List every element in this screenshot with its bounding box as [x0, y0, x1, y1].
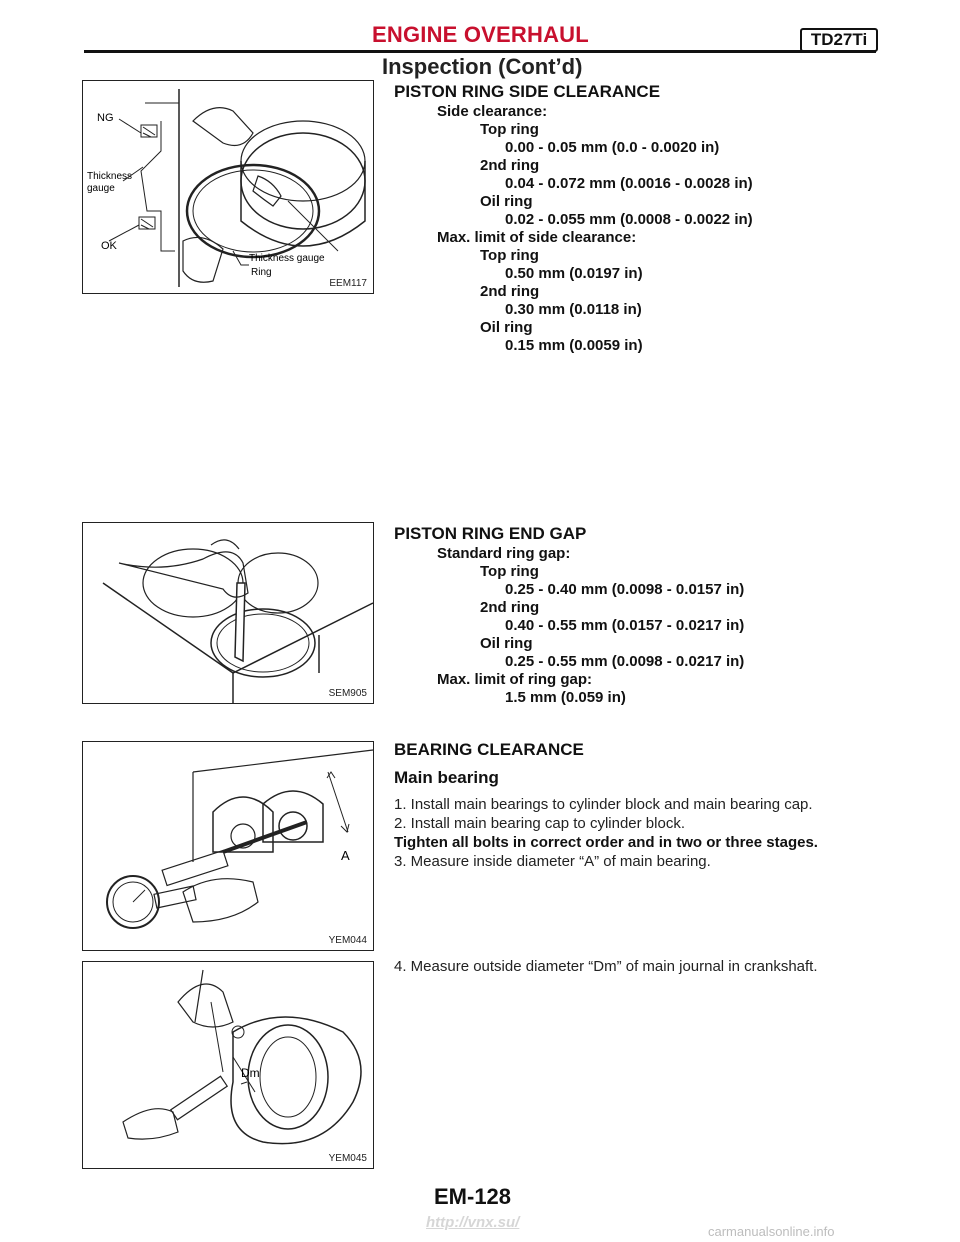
side-top-ring-label: Top ring	[480, 121, 539, 138]
side-oil-ring-label: Oil ring	[480, 193, 533, 210]
page-subtitle: Inspection (Cont’d)	[382, 54, 583, 79]
figure-code: YEM044	[328, 935, 367, 946]
footer-url[interactable]: http://vnx.su/	[426, 1214, 520, 1231]
page-number: EM-128	[434, 1184, 512, 1209]
tightening-note: Tighten all bolts in correct order and in two or three stages.	[394, 834, 818, 851]
label-thickness-gauge: Thickness gauge	[249, 253, 325, 264]
side-top-ring-value: 0.00 - 0.05 mm (0.0 - 0.0020 in)	[505, 139, 720, 156]
end-gap-label: Standard ring gap:	[437, 545, 571, 562]
end-gap-max-label: Max. limit of ring gap:	[437, 671, 593, 688]
step-3: 3. Measure inside diameter “A” of main bearing.	[394, 853, 711, 870]
main-journal-illustration	[83, 962, 375, 1170]
side-clearance-illustration	[83, 81, 375, 295]
end-gap-2nd-ring-value: 0.40 - 0.55 mm (0.0157 - 0.0217 in)	[505, 617, 745, 634]
figure-code: EEM117	[329, 278, 367, 289]
section-title-bearing-clearance: BEARING CLEARANCE	[394, 740, 584, 759]
figure-side-clearance	[82, 80, 374, 294]
subsection-title-main-bearing: Main bearing	[394, 768, 499, 787]
label-ring: Ring	[251, 267, 272, 278]
label-ng: NG	[97, 112, 114, 124]
side-max-2nd-ring-label: 2nd ring	[480, 283, 540, 300]
end-gap-top-ring-label: Top ring	[480, 563, 539, 580]
side-max-label: Max. limit of side clearance:	[437, 229, 637, 246]
label-dm: Dm	[241, 1066, 260, 1080]
figure-main-journal	[82, 961, 374, 1169]
figure-main-bearing	[82, 741, 374, 951]
model-code-badge: TD27Ti	[800, 28, 878, 52]
end-gap-2nd-ring-label: 2nd ring	[480, 599, 540, 616]
side-2nd-ring-value: 0.04 - 0.072 mm (0.0016 - 0.0028 in)	[505, 175, 753, 192]
label-thickness: Thickness	[87, 171, 133, 182]
section-title-side-clearance: PISTON RING SIDE CLEARANCE	[394, 82, 661, 101]
label-gauge: gauge	[87, 183, 115, 194]
side-max-2nd-ring-value: 0.30 mm (0.0118 in)	[505, 301, 642, 318]
header-divider	[84, 50, 876, 53]
figure-code: YEM045	[328, 1153, 367, 1164]
label-ok: OK	[101, 240, 117, 252]
main-bearing-illustration	[83, 742, 375, 952]
side-2nd-ring-label: 2nd ring	[480, 157, 540, 174]
step-2: 2. Install main bearing cap to cylinder block.	[394, 815, 685, 832]
watermark: carmanualsonline.info	[708, 1224, 835, 1239]
end-gap-max-value: 1.5 mm (0.059 in)	[505, 689, 626, 706]
figure-end-gap	[82, 522, 374, 704]
end-gap-oil-ring-value: 0.25 - 0.55 mm (0.0098 - 0.0217 in)	[505, 653, 745, 670]
side-oil-ring-value: 0.02 - 0.055 mm (0.0008 - 0.0022 in)	[505, 211, 753, 228]
end-gap-oil-ring-label: Oil ring	[480, 635, 533, 652]
header-title: ENGINE OVERHAUL	[372, 22, 589, 47]
side-max-top-ring-value: 0.50 mm (0.0197 in)	[505, 265, 643, 282]
side-clearance-label: Side clearance:	[437, 103, 548, 120]
step-4: 4. Measure outside diameter “Dm” of main journal in crankshaft.	[394, 958, 818, 975]
side-max-top-ring-label: Top ring	[480, 247, 539, 264]
section-title-end-gap: PISTON RING END GAP	[394, 524, 587, 543]
side-max-oil-ring-label: Oil ring	[480, 319, 533, 336]
step-1: 1. Install main bearings to cylinder block and main bearing cap.	[394, 796, 813, 813]
side-max-oil-ring-value: 0.15 mm (0.0059 in)	[505, 337, 643, 354]
end-gap-top-ring-value: 0.25 - 0.40 mm (0.0098 - 0.0157 in)	[505, 581, 745, 598]
label-a: A	[341, 848, 350, 863]
figure-code: SEM905	[328, 688, 367, 699]
end-gap-illustration	[83, 523, 375, 705]
